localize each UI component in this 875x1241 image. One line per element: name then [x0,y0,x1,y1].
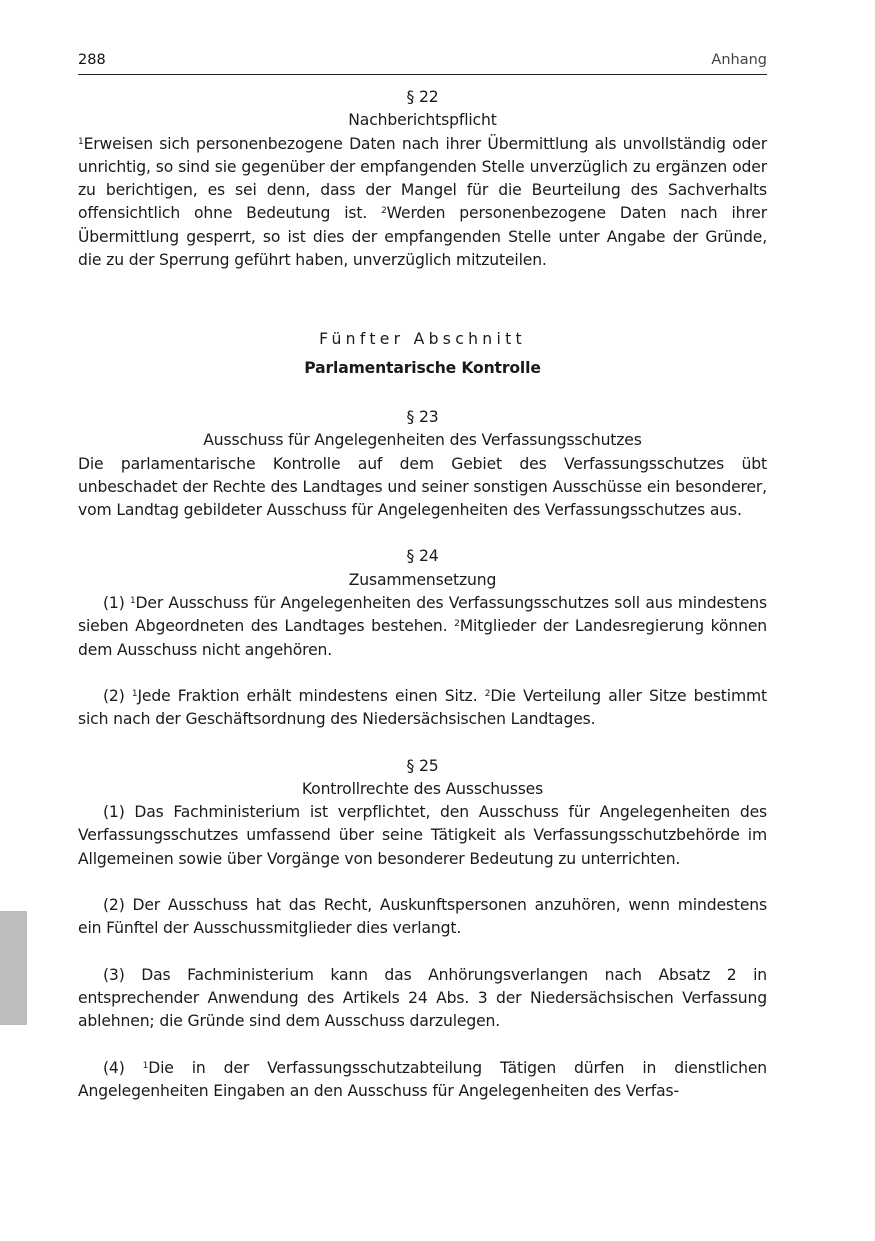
paragraph: (2) Der Ausschuss hat das Recht, Auskunftspersonen anzuhören, wenn mindestens ein Fünftel der Ausschussmitglieder dies verlangt. [78,896,767,938]
section-title: Ausschuss für Angelegenheiten des Verfassungsschutzes [203,431,642,450]
sentence: Jede Fraktion erhält mindestens einen Sitz. [137,686,485,705]
section-22 [78,86,767,272]
page-body [78,86,767,1103]
chapter-heading [78,328,767,380]
sentence-marker: 1 [78,136,84,147]
sentence-marker: 1 [142,1060,149,1071]
paragraph-number: (4) [103,1058,143,1077]
paragraph-number: (2) [103,686,132,705]
section-title: Zusammensetzung [348,570,497,589]
sentence-marker: 1 [131,688,138,699]
sentence-marker: 1 [129,596,136,607]
thumb-index-tab [0,911,27,1025]
paragraph [78,1057,767,1104]
section-25 [78,755,767,1104]
sentence: Der Ausschuss für Angelegenheiten des Verfassungsschutzes soll aus mindestens sieben Abgeordneten des Landtages bestehen. [78,594,767,636]
paragraph [78,592,767,662]
sentence-marker: 2 [381,206,387,217]
section-24 [78,545,767,731]
sentence: Erweisen sich personenbezogene Daten nach ihrer Übermittlung als unvollständig oder unrichtig, so sind sie gegenüber der empfangenden Stelle unverzüglich zu ergänzen oder zu berichtigen, es sei denn, dass der Mangel für die Beurteilung des Sachverhalts offensichtlich ohne Bedeutung ist. [78,134,767,223]
sentence: Werden personenbezogene Daten nach ihrer Übermittlung gesperrt, so ist dies der empfangenden Stelle unter Angabe der Gründe, die zu der Sperrung geführt haben, unverzüglich mitzuteilen. [78,204,767,270]
section-number: § 23 [406,407,439,426]
section-title: Kontrollrechte des Ausschusses [301,779,544,798]
section-number: § 24 [406,547,439,566]
section-23 [78,406,767,522]
paragraph: (1) Das Fachministerium ist verpflichtet, den Ausschuss für Angelegenheiten des Verfassungsschutzes umfassend über seine Tätigkeit als Verfassungsschutzbehörde im Allgemeinen sowie über Vorgänge von besonderer Bedeutung zu unterrichten. [78,803,767,868]
paragraph: (3) Das Fachministerium kann das Anhörungsverlangen nach Absatz 2 in entsprechender Anwendung des Artikels 24 Abs. 3 der Niedersächsischen Verfassung ablehnen; die Gründe sind dem Ausschuss darzulegen. [78,965,767,1031]
sentence: Mitglieder der Landesregierung können dem Ausschuss nicht angehören. [78,617,767,659]
section-number: § 25 [406,756,439,775]
page-header [78,50,767,75]
sentence: Die in der Verfassungsschutzabteilung Tätigen dürfen in dienstlichen Angelegenheiten Eingaben an den Ausschuss für Angelegenheiten des Verfas- [78,1058,767,1100]
paragraph: Die parlamentarische Kontrolle auf dem Gebiet des Verfassungsschutzes übt unbeschadet der Rechte des Landtages und seiner sonstigen Ausschüsse ein besonderer, vom Landtag gebildeter Ausschuss für Angelegenheiten des Verfassungsschutzes aus. [78,454,767,520]
sentence-marker: 2 [454,619,460,630]
paragraph [78,133,767,273]
running-head: Anhang [711,52,767,68]
sentence-marker: 2 [484,688,491,699]
sentence: Die Verteilung aller Sitze bestimmt sich nach der Geschäftsordnung des Niedersächsischen Landtages. [78,686,767,729]
paragraph [78,685,767,732]
chapter-title: Parlamentarische Kontrolle [304,358,541,377]
paragraph-number: (1) [103,594,130,613]
page-number: 288 [78,52,106,68]
section-title: Nachberichtspflicht [348,111,497,130]
chapter-label: Fünfter Abschnitt [319,330,526,349]
section-number: § 22 [406,88,439,106]
